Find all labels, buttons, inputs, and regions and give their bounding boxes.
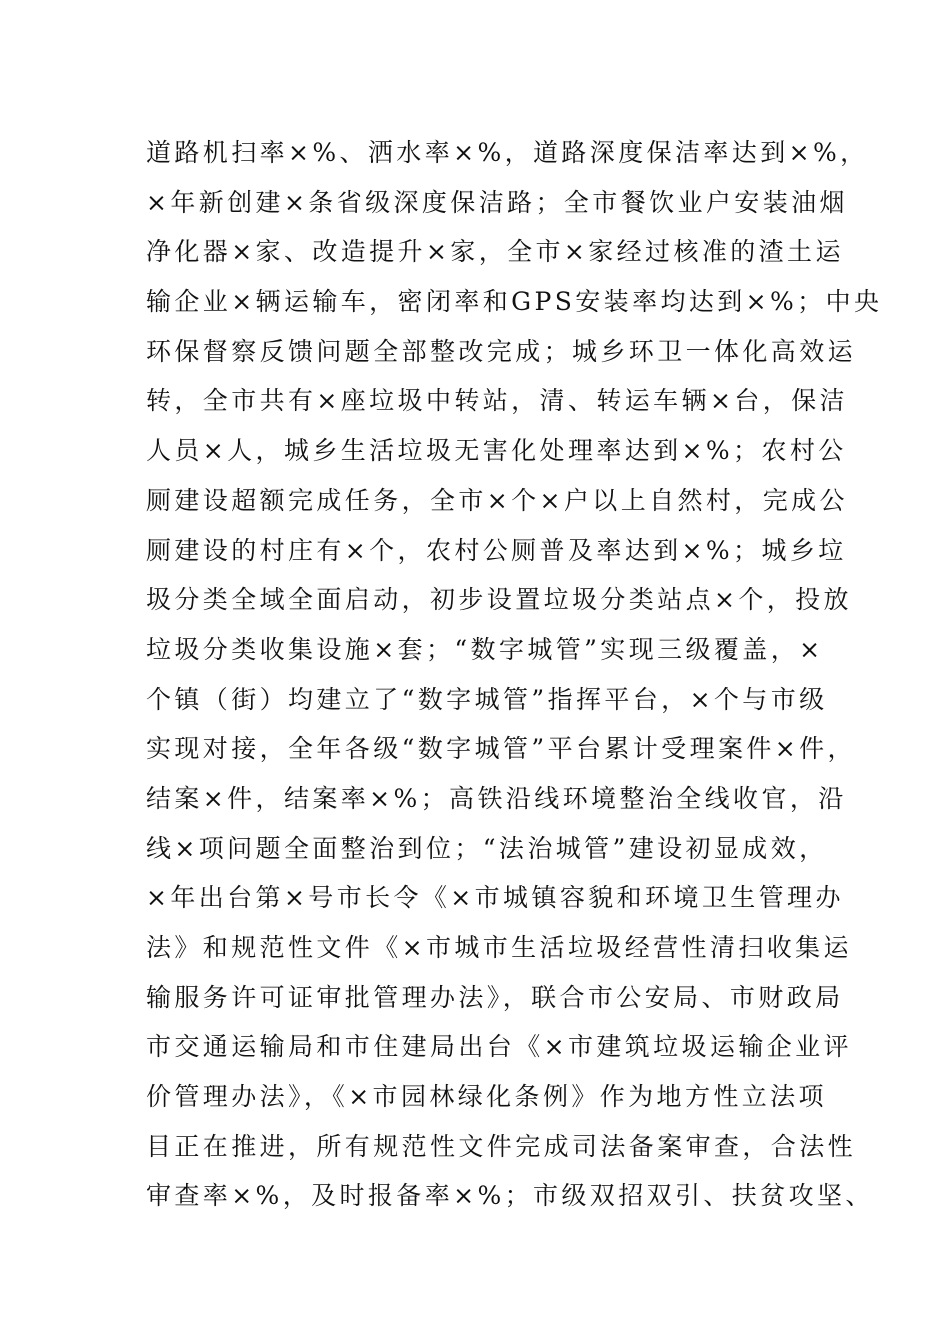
text-line: 转，全市共有×座垃圾中转站，清、转运车辆×台，保洁 [146, 386, 848, 416]
text-line: 厕建设的村庄有×个，农村公厕普及率达到×%；城乡垃 [146, 535, 847, 565]
text-line: 环保督察反馈问题全部整改完成；城乡环卫一体化高效运 [146, 336, 857, 366]
text-line: 法》和规范性文件《×市城市生活垃圾经营性清扫收集运 [146, 933, 852, 962]
text-line: 输服务许可证审批管理办法》，联合市公安局、市财政局 [146, 982, 844, 1012]
text-line: 垃圾分类收集设施×套；“数字城管”实现三级覆盖，× [146, 634, 824, 664]
text-line: 实现对接，全年各级“数字城管”平台累计受理案件×件， [146, 734, 856, 764]
text-line: 审查率×%，及时报备率×%；市级双招双引、扶贫攻坚、 [146, 1181, 874, 1211]
text-line: 结案×件，结案率×%；高铁沿线环境整治全线收官，沿 [146, 783, 847, 813]
text-line: 市交通运输局和市住建局出台《×市建筑垃圾运输企业评 [146, 1032, 852, 1062]
text-line: 线×项问题全面整治到位；“法治城管”建设初显成效， [146, 833, 828, 863]
text-line: ×年出台第×号市长令《×市城镇容貌和环境卫生管理办 [146, 883, 844, 913]
text-line: 价管理办法》，《×市园林绿化条例》作为地方性立法项 [146, 1082, 827, 1112]
body-paragraph [146, 128, 883, 1221]
text-line: 个镇（街）均建立了“数字城管”指挥平台，×个与市级 [146, 684, 828, 714]
text-line: 厕建设超额完成任务，全市×个×户以上自然村，完成公 [146, 485, 848, 515]
text-line: 圾分类全域全面启动，初步设置垃圾分类站点×个，投放 [146, 585, 852, 615]
text-line: 输企业×辆运输车，密闭率和GPS安装率均达到×%；中央 [146, 287, 883, 317]
text-line: 人员×人，城乡生活垃圾无害化处理率达到×%；农村公 [146, 436, 847, 466]
text-line: 目正在推进，所有规范性文件完成司法备案审查，合法性 [146, 1131, 857, 1161]
text-line: 净化器×家、改造提升×家，全市×家经过核准的渣土运 [146, 237, 844, 267]
text-line: ×年新创建×条省级深度保洁路；全市餐饮业户安装油烟 [146, 187, 848, 217]
text-line: 道路机扫率×%、洒水率×%，道路深度保洁率达到×%， [146, 138, 869, 167]
